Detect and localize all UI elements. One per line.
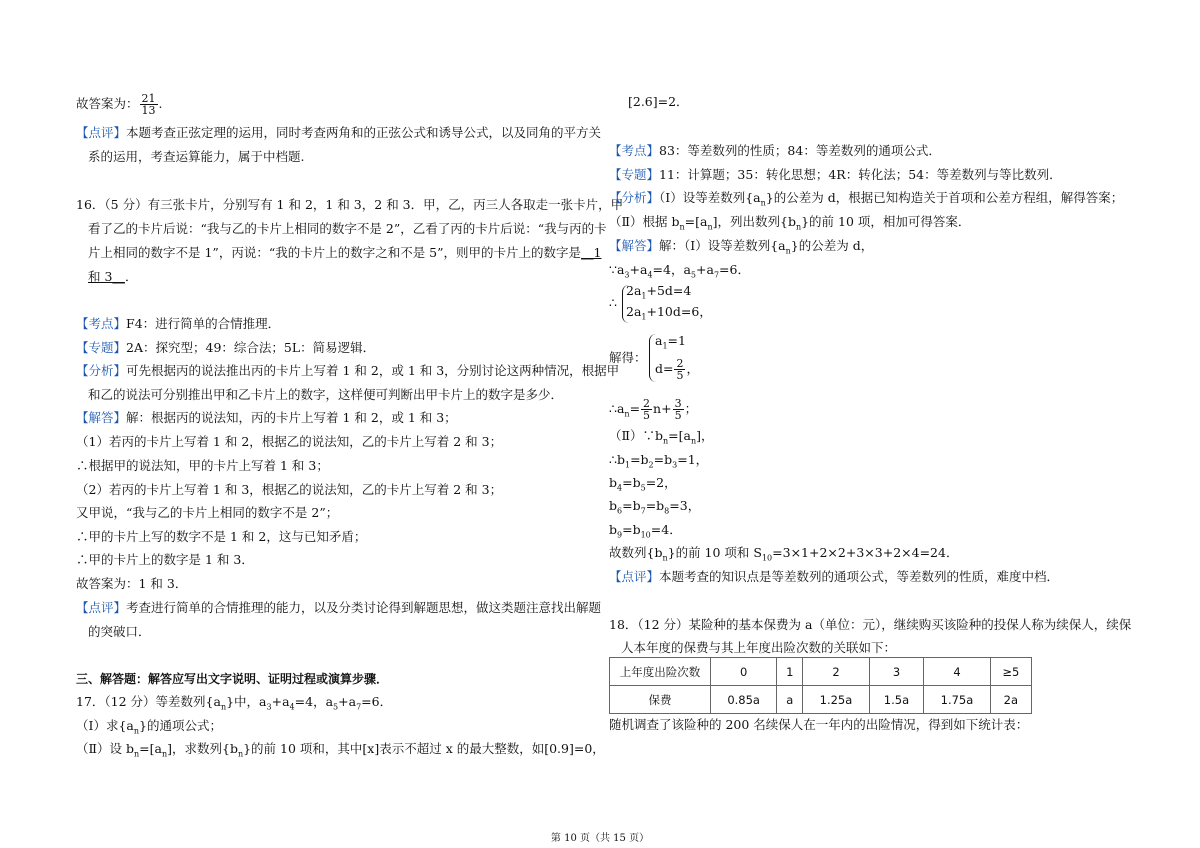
r-line-0: [2.6]=2． [628,94,689,109]
q16-line-4: 和 3__． [88,269,138,284]
table-cell: 3 [869,658,924,686]
table-cell: 0 [711,658,777,686]
answer-line: 故答案为： $\frac{21}{13}$ . [76,92,163,117]
zhuanti-line: 【专题】2A：探究型；49：综合法；5L：简易逻辑． [76,340,376,355]
r-because: $\because a_3+a_4=4$，$a_5+a_7=6$． [609,262,750,280]
r-sum: 故数列$\{b_n\}$的前 10 项和 $S_{10}=3\times 1+2\times 2+3\times 3+2\times 4=24$． [609,545,959,563]
section-heading: 三、解答题：解答应写出文字说明、证明过程或演算步骤． [76,672,389,686]
table-cell: 0.85a [711,686,777,714]
jieda-line-4: （2）若丙的卡片上写着 1 和 3，根据乙的说法知，乙的卡片上写着 2 和 3； [76,482,503,497]
jieda-line-6: ∴甲的卡片上写的数字不是 1 和 2，这与已知矛盾； [76,529,367,544]
r-jiede: 解得： [609,350,647,365]
r-b1: $\therefore b_1=b_2=b_3=1$， [609,452,709,470]
r-therefore: ∴ [609,295,617,310]
table-cell: 1.5a [869,686,924,714]
fraction: $\frac{21}{13}$ [141,92,156,117]
table-cell: 2 [803,658,869,686]
fenxi-line-2: 和乙的说法可分别推出甲和乙卡片上的数字，这样便可判断出甲卡片上的数字是多少． [88,387,564,402]
table-cell: 保费 [610,686,711,714]
an-formula: $\therefore a_n=$ $\frac{2}{5}$ n+ $\frac{3}{5}$ ； [609,397,698,422]
kaodian-line: 【考点】F4：进行简单的合情推理． [76,316,281,331]
q17-line-2: （Ⅰ）求$\{a_n\}$的通项公式； [76,718,222,736]
table-cell: 1 [777,658,803,686]
r-b4: $b_4=b_5=2$， [609,475,677,493]
r-jieda: 【解答】解：（Ⅰ）设等差数列$\{a_n\}$的公差为 d， [609,238,874,256]
table-cell: 1.25a [803,686,869,714]
table-cell: 2a [990,686,1031,714]
q17-line-3: （Ⅱ）设 $b_n=[a_n]$，求数列$\{b_n\}$的前 10 项和，其中[x]表示不超过 x 的最大整数，如[0.9]=0， [76,741,605,759]
jieda-line-2: （1）若丙的卡片上写着 1 和 2，根据乙的说法知，乙的卡片上写着 2 和 3； [76,434,503,449]
system-eq-2: $2a_1+10d=6$， [626,304,712,322]
q16-line-3: 片上相同的数字不是 1”，丙说：“我的卡片上的数字之和不是 5”，则甲的卡片上的数字是__1 [88,245,602,260]
sol-eq-1: $a_1=1$ [655,333,686,351]
q17-line-1: 17．（12 分）等差数列$\{a_n\}$中，$a_3+a_4=4$，$a_5+a_7=6$． [76,694,393,712]
table-row [610,686,1032,714]
comment-line-2: 系的运用，考查运算能力，属于中档题. [88,149,305,164]
r-b6: $b_6=b_7=b_8=3$， [609,498,701,516]
r-dianping: 【点评】本题考查的知识点是等差数列的通项公式，等差数列的性质，难度中档． [609,569,1060,584]
table-cell: 1.75a [924,686,990,714]
r-part2: $(Ⅱ)\because b_n=[a_n]$， [609,428,714,446]
q18-line-2: 人本年度的保费与其上年度出险次数的关联如下： [621,640,897,655]
jieda-line-7: ∴甲的卡片上的数字是 1 和 3． [76,552,254,567]
premium-table [609,657,1032,714]
sol-eq-2: d= $\frac{2}{5}$ ， [655,357,699,382]
q18-line-1: 18．（12 分）某险种的基本保费为 a（单位：元），继续购买该险种的投保人称为续保人，续保 [609,617,1132,632]
comment-line: 【点评】本题考查正弦定理的运用，同时考查两角和的正弦公式和诱导公式，以及同角的平方关 [76,125,602,140]
table-cell: a [777,686,803,714]
r-zhuanti: 【专题】11：计算题；35：转化思想；4R：转化法；54：等差数列与等比数列． [609,167,1062,182]
comment2-line-2: 的突破口． [88,624,151,639]
q18-line-3: 随机调查了该险种的 200 名续保人在一年内的出险情况，得到如下统计表： [609,717,1029,732]
r-fenxi: 【分析】（Ⅰ）设等差数列$\{a_n\}$的公差为 d，根据已知构造关于首项和公差方程组，解得答案； [609,190,1124,208]
table-cell: 4 [924,658,990,686]
table-header-row [610,658,1032,686]
page-footer: 第 10 页（共 15 页） [550,833,650,844]
q16-line-2: 看了乙的卡片后说：“我与乙的卡片上相同的数字不是 2”，乙看了丙的卡片后说：“我与丙的卡 [88,221,607,236]
table-cell: 上年度出险次数 [610,658,711,686]
r-b9: $b_9=b_{10}=4$． [609,522,682,540]
fenxi-line: 【分析】可先根据丙的说法推出丙的卡片上写着 1 和 2，或 1 和 3，分别讨论这两种情况，根据甲 [76,363,620,378]
r-fenxi-2: （Ⅱ）根据 $b_n=[a_n]$，列出数列$\{b_n\}$的前 10 项，相加可得答案． [609,214,971,232]
jieda-line: 【解答】解：根据丙的说法知，丙的卡片上写着 1 和 2，或 1 和 3； [76,410,457,425]
jieda-line-3: ∴根据甲的说法知，甲的卡片上写着 1 和 3； [76,458,329,473]
jieda-line-5: 又甲说，“我与乙的卡片上相同的数字不是 2”； [76,505,339,520]
r-kaodian: 【考点】83：等差数列的性质；84：等差数列的通项公式． [609,143,941,158]
system-eq-1: $2a_1+5d=4$ [626,283,692,301]
jieda-line-8: 故答案为：1 和 3． [76,576,188,591]
table-cell: ≥5 [990,658,1031,686]
comment2-line: 【点评】考查进行简单的合情推理的能力，以及分类讨论得到解题思想，做这类题注意找出解题 [76,600,602,615]
q16-line-1: 16．（5 分）有三张卡片，分别写有 1 和 2，1 和 3，2 和 3．甲，乙，丙三人各取走一张卡片，甲 [76,197,624,212]
